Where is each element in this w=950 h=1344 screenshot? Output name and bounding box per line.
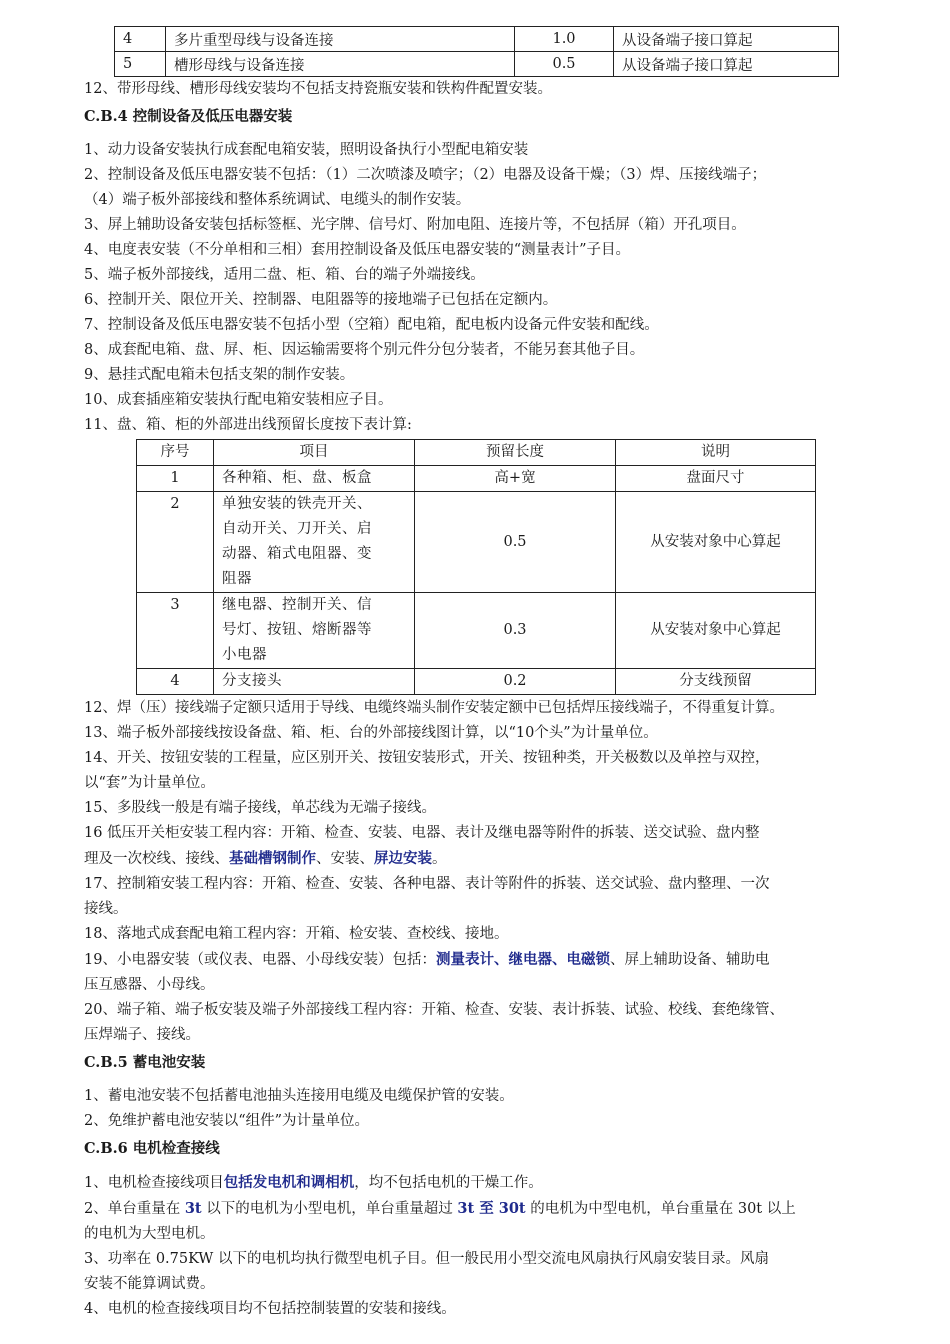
cell-line: 单独安装的铁壳开关、 <box>222 496 372 512</box>
paragraph <box>84 1170 884 1196</box>
paragraph: 13、端子板外部接线按设备盘、箱、柜、台的外部接线图计算，以“10个头”为计量单位。 <box>84 725 658 741</box>
paragraph: 2、控制设备及低压电器安装不包括：（1）二次喷漆及喷字；（2）电器及设备干燥；（3）焊、压接线端子； <box>84 167 767 183</box>
table-cell: 3 <box>137 593 214 669</box>
table-cell: 2 <box>137 492 214 593</box>
paragraph: 4、电度表安装（不分单相和三相）套用控制设备及低压电器安装的“测量表计”子目。 <box>84 242 631 258</box>
paragraph: 接线。 <box>84 901 128 917</box>
section-heading: C.B.6 电机检查接线 <box>84 1140 220 1157</box>
highlighted-text: 屏边安装 <box>374 850 432 867</box>
table-cell <box>214 492 415 593</box>
paragraph: 18、落地式成套配电箱工程内容：开箱、检安装、查校线、接地。 <box>84 926 509 942</box>
paragraph: 1、蓄电池安装不包括蓄电池抽头连接用电缆及电缆保护管的安装。 <box>84 1088 514 1104</box>
table-cell: 分支线预留 <box>616 669 816 695</box>
text-run: 19、小电器安装（或仪表、电器、小母线安装）包括： <box>84 952 436 968</box>
table-row <box>137 466 816 492</box>
paragraph: 安装不能算调试费。 <box>84 1276 215 1292</box>
paragraph <box>84 846 884 872</box>
table-header: 项目 <box>214 440 415 466</box>
highlighted-text: 基础槽钢制作 <box>229 850 316 867</box>
text-run: ，均不包括电机的干燥工作。 <box>354 1175 543 1191</box>
highlighted-text: 包括发电机和调相机 <box>223 1174 355 1191</box>
paragraph: 15、多股线一般是有端子接线，单芯线为无端子接线。 <box>84 800 436 816</box>
highlighted-text: 3t 至 30t <box>457 1200 526 1217</box>
cell-line: 动器、箱式电阻器、变 <box>222 546 372 562</box>
text-run: 以下的电机为小型电机，单台重量超过 <box>201 1201 458 1217</box>
text-run: 。 <box>432 851 447 867</box>
table-header-row <box>137 440 816 466</box>
paragraph: 3、屏上辅助设备安装包括标签框、光字牌、信号灯、附加电阻、连接片等，不包括屏（箱）开孔项目。 <box>84 217 746 233</box>
paragraph: 9、悬挂式配电箱未包括支架的制作安装。 <box>84 367 355 383</box>
wire-reserve-length-table <box>136 439 816 695</box>
cell-line: 阻器 <box>222 571 252 587</box>
paragraph: 11、盘、箱、柜的外部进出线预留长度按下表计算: <box>84 417 412 433</box>
document-page <box>84 0 884 1322</box>
paragraph: 12、焊（压）接线端子定额只适用于导线、电缆终端头制作安装定额中已包括焊压接线端子，不得重复计算。 <box>84 700 784 716</box>
table-cell: 1.0 <box>515 27 614 52</box>
cell-line: 分支接头 <box>222 673 282 689</box>
cell-line: 自动开关、刀开关、启 <box>222 521 372 537</box>
table-cell: 槽形母线与设备连接 <box>166 52 515 77</box>
table-row <box>137 669 816 695</box>
paragraph: 3、功率在 0.75KW 以下的电机均执行微型电机子目。但一般民用小型交流电风扇执行风扇安装目录。风扇 <box>84 1251 769 1267</box>
table-cell: 盘面尺寸 <box>616 466 816 492</box>
table-cell: 高+宽 <box>415 466 616 492</box>
table-row <box>115 52 839 77</box>
paragraph: 压互感器、小母线。 <box>84 977 215 993</box>
table-cell <box>214 593 415 669</box>
paragraph: 以“套”为计量单位。 <box>84 775 215 791</box>
table-cell: 5 <box>115 52 166 77</box>
table-header: 说明 <box>616 440 816 466</box>
text-run: 的电机为中型电机，单台重量在 30t 以上 <box>525 1201 796 1217</box>
paragraph: 压焊端子、接线。 <box>84 1027 200 1043</box>
highlighted-text: 3t <box>184 1200 202 1217</box>
paragraph: 2、免维护蓄电池安装以“组件”为计量单位。 <box>84 1113 370 1129</box>
table-cell: 0.5 <box>415 492 616 593</box>
busbar-reserve-table <box>114 26 839 77</box>
table-cell: 从设备端子接口算起 <box>614 52 839 77</box>
table-cell: 从安装对象中心算起 <box>616 492 816 593</box>
paragraph: 1、动力设备安装执行成套配电箱安装，照明设备执行小型配电箱安装 <box>84 142 529 158</box>
table-cell: 0.5 <box>515 52 614 77</box>
paragraph: 6、控制开关、限位开关、控制器、电阻器等的接地端子已包括在定额内。 <box>84 292 558 308</box>
table-cell: 从设备端子接口算起 <box>614 27 839 52</box>
cell-line: 小电器 <box>222 647 267 663</box>
paragraph: 14、开关、按钮安装的工程量，应区别开关、按钮安装形式，开关、按钮种类，开关极数以及单控与双控， <box>84 750 770 766</box>
paragraph <box>84 1196 884 1222</box>
table-row <box>137 492 816 593</box>
table-header: 预留长度 <box>415 440 616 466</box>
paragraph: 16 低压开关柜安装工程内容：开箱、检查、安装、电器、表计及继电器等附件的拆装、送交试验、盘内整 <box>84 825 760 841</box>
paragraph: 20、端子箱、端子板安装及端子外部接线工程内容：开箱、检查、安装、表计拆装、试验、校线、套绝缘管、 <box>84 1002 784 1018</box>
table-cell: 0.2 <box>415 669 616 695</box>
section-heading: C.B.4 控制设备及低压电器安装 <box>84 108 293 125</box>
cell-line: 继电器、控制开关、信 <box>222 597 372 613</box>
highlighted-text: 测量表计、继电器、电磁锁 <box>435 951 610 968</box>
paragraph: 4、电机的检查接线项目均不包括控制装置的安装和接线。 <box>84 1301 456 1317</box>
table-cell: 4 <box>115 27 166 52</box>
table-cell: 多片重型母线与设备连接 <box>166 27 515 52</box>
paragraph <box>84 947 884 973</box>
table-cell: 0.3 <box>415 593 616 669</box>
table-row <box>115 27 839 52</box>
text-run: 1、电机检查接线项目 <box>84 1175 224 1191</box>
text-run: 、屏上辅助设备、辅助电 <box>609 952 770 968</box>
text-run: 、安装、 <box>316 851 374 867</box>
table-row <box>137 593 816 669</box>
table-cell <box>214 669 415 695</box>
paragraph: 5、端子板外部接线，适用二盘、柜、箱、台的端子外端接线。 <box>84 267 485 283</box>
paragraph: 10、成套插座箱安装执行配电箱安装相应子目。 <box>84 392 393 408</box>
paragraph: （4）端子板外部接线和整体系统调试、电缆头的制作安装。 <box>84 192 471 208</box>
cell-line: 号灯、按钮、熔断器等 <box>222 622 372 638</box>
table-cell: 4 <box>137 669 214 695</box>
text-run: 理及一次校线、接线、 <box>84 851 229 867</box>
table-cell <box>214 466 415 492</box>
table-cell: 1 <box>137 466 214 492</box>
table-cell: 从安装对象中心算起 <box>616 593 816 669</box>
paragraph: 8、成套配电箱、盘、屏、柜、因运输需要将个别元件分包分装者，不能另套其他子目。 <box>84 342 645 358</box>
paragraph: 的电机为大型电机。 <box>84 1226 215 1242</box>
paragraph: 7、控制设备及低压电器安装不包括小型（空箱）配电箱，配电板内设备元件安装和配线。 <box>84 317 659 333</box>
cell-line: 各种箱、柜、盘、板盒 <box>222 470 372 486</box>
table-header: 序号 <box>137 440 214 466</box>
paragraph: 12、带形母线、槽形母线安装均不包括支持瓷瓶安装和铁构件配置安装。 <box>84 81 552 97</box>
section-heading: C.B.5 蓄电池安装 <box>84 1054 206 1071</box>
paragraph: 17、控制箱安装工程内容：开箱、检查、安装、各种电器、表计等附件的拆装、送交试验、盘内整理、一次 <box>84 876 770 892</box>
text-run: 2、单台重量在 <box>84 1201 185 1217</box>
